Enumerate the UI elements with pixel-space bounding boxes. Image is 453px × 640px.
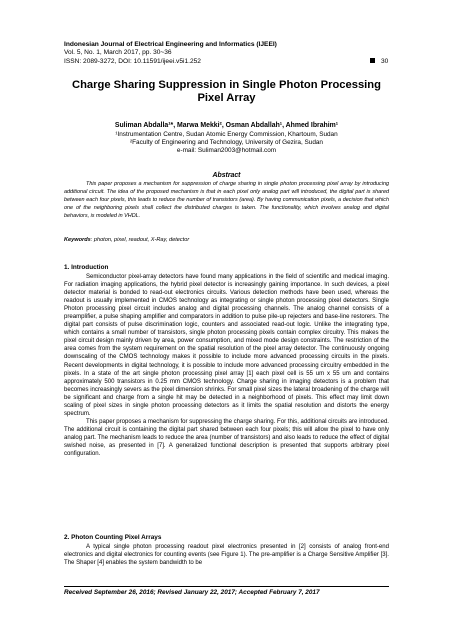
author-email: e-mail: Suliman2003@hotmail.com — [176, 147, 277, 155]
footer-divider — [64, 586, 389, 587]
affiliation-1: ¹Instrumentation Centre, Sudan Atomic Energy Commission, Khartoum, Sudan — [115, 131, 338, 138]
abstract-heading: Abstract — [212, 172, 241, 179]
page-number: 30 — [381, 58, 389, 65]
affiliation-2: ²Faculty of Engineering and Technology, University of Gezira, Sudan — [129, 139, 323, 147]
keywords-text: : photon, pixel, readout, X-Ray, detector — [90, 237, 190, 243]
abstract-text: This paper proposes a mechanism for suppression of charge sharing in single photon processing pixel array by introducing additional circuit. The idea of the proposed mechanism is that in each pixel only analog part will introduced, the digital part is shared between each four pixels, this leads to reduce the number of transistors (area). By having communication pixels, a decision that which one of the neighboring pixels shall collect the distributed charges is taken. The functionality, which involves analog and digital behaviors, is modeled in VHDL. — [64, 181, 389, 219]
journal-header — [64, 41, 394, 66]
journal-name: Indonesian Journal of Electrical Engineering and Informatics (IJEEI) — [64, 41, 277, 48]
section-2-heading: 2. Photon Counting Pixel Arrays — [64, 534, 162, 541]
author-affiliations — [64, 131, 389, 155]
section-1-body — [64, 273, 389, 458]
black-square-icon — [370, 58, 375, 63]
journal-volume: Vol. 5, No. 1, March 2017, pp. 30~36 — [64, 49, 172, 57]
paper-authors: Suliman Abdalla¹*, Marwa Mekki², Osman Abdallah¹, Ahmed Ibrahim¹ — [114, 122, 339, 129]
keywords-label: Keywords — [64, 237, 91, 243]
section-1-heading: 1. Introduction — [64, 264, 109, 271]
section-2-body — [64, 543, 389, 567]
received-dates: Received September 26, 2016; Revised January 22, 2017; Accepted February 7, 2017 — [64, 589, 320, 596]
journal-issn: ISSN: 2089-3272, DOI: 10.11591/ijeei.v5i1.252 — [64, 57, 201, 65]
section-1-paragraph-2: This paper proposes a mechanism for suppressing the charge sharing. For this, additional circuits are introduced. The additional circuit is containing the digital part shared between each four pixels; this will allow the pixel to have only analog part. The mechanism leads to reduce the area (number of transistors) and also leads to reduce the effect of digital swished noise, as presented in [7]. A generalized functional description is presented that supports arbitrary pixel configuration. — [64, 418, 389, 458]
page-number-block — [370, 58, 388, 66]
keywords — [64, 236, 389, 244]
paper-title: Charge Sharing Suppression in Single Photon Processing Pixel Array — [72, 79, 381, 105]
section-2-paragraph-1: A typical single photon processing readout pixel electronics presented in [2] consists of analog front-end electronics and digital electronics for counting events (see Figure 1). The pre-amplifier is a Charge Sensitive Amplifier [3]. The Shaper [4] enables the system bandwidth to be — [64, 544, 389, 567]
section-1-paragraph-1: Semiconductor pixel-array detectors have found many applications in the field of scientific and medical imaging. For radiation imaging applications, the hybrid pixel detector is increasingly gaining importance. In such devices, a pixel detector material is bonded to read-out electronics circuits. Various detection methods have been used, whereas the readout is usually implemented in CMOS technology as integrating or single photon processing pixel detectors. Single Photon processing pixel circuit includes analog and digital processing channels. The analog channel consists of a preamplifier, a pulse shaping amplifier and comparators in addition to pulse pile-up rejecters and base-line restorers. The digital part consists of pulse discrimination logic, counters and associated read-out logic. Unlike the integrating type, which contains a small number of transistors, single photon processing pixels contain complex circuitry. This makes the pixel circuit design mainly driven by area, power consumption, and mixed mode design constraints. The restriction of the area comes from the system requirement on the spatial resolution of the pixel array detector. The continuously ongoing downscaling of the CMOS technology makes it possible to include more advanced processing circuits in the pixels. Recent developments in digital technology, it is possible to include more advanced processing circuitry embedded in the pixels. In a state of the art single photon processing pixel array [1] each pixel cell is 55 um x 55 um and contains approximately 500 transistors in 0.25 mm CMOS technology. Charge sharing in imaging detectors is a problem that becomes increasingly severs as the pixel dimension shrinks. For small pixel sizes the lateral broadening of the charge will be significant and charge from a single hit may be detected in a neighborhood of pixels. This effect may limit down scaling of pixel sizes in single photon processing detectors as it limits the spatial resolution and distorts the energy spectrum. — [64, 274, 390, 417]
